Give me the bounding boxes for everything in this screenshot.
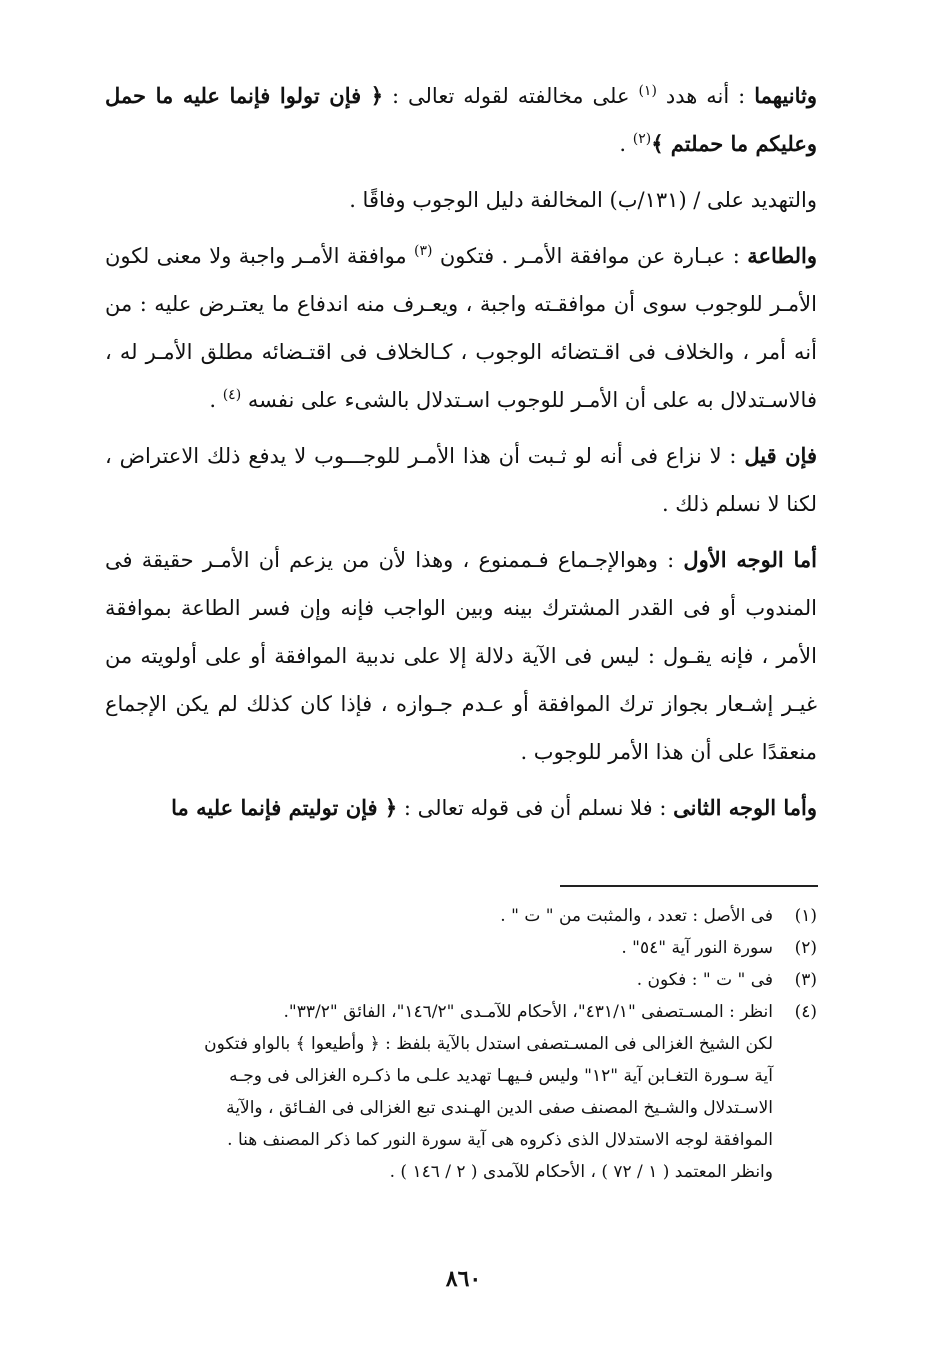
footnote-ref: (١) <box>638 83 657 99</box>
footnote-line: فى الأصل : تعدد ، والمثبت من " ت " . <box>500 906 773 926</box>
footnote-ref: (٢) <box>632 131 652 147</box>
paragraph-text: : فلا نسلم أن فى قوله تعالى : <box>397 796 674 820</box>
footnotes <box>105 900 817 1188</box>
footnote-number: (١) <box>794 906 817 926</box>
paragraph-text: والتهديد على / (١٣١/ب) المخالفة دليل الوجوب وفاقًا . <box>349 188 817 212</box>
paragraph-lead: وثانيهما <box>754 83 817 108</box>
paragraph-lead: والطاعة <box>747 243 818 268</box>
footnote-text <box>105 996 773 1188</box>
paragraph-text: : وهوالإجـماع فـممنوع ، وهذا لأن من يزعم أن الأمـر حقيقة فى المندوب أو فى القدر المشترك بينه وبين الواجب فإنه وإن فسر الطاعة بموافقة الأمر ، فإنه يقـول : ليس فى الآية دلالة إلا على ندبية الموافقة أو على أولويته من غيـر إشـعار بجواز ترك الموافقة أو عـدم جـوازه ، فإذا كان كذلك لم يكن الإجماع منعقدًا على أن هذا الأمر للوجوب . <box>105 548 817 764</box>
paragraph-4 <box>105 432 817 528</box>
footnote-ref: (٣) <box>414 243 433 259</box>
main-text <box>105 72 817 840</box>
footnote-number: (٤) <box>794 1002 817 1022</box>
paragraph-text: : عبـارة عن موافقة الأمـر . فتكون <box>432 244 748 268</box>
footnote-line: الموافقة لوجه الاستدلال الذى ذكروه هى آية سورة النور كما ذكر المصنف هنا . <box>227 1130 773 1150</box>
footnote-text <box>105 932 773 964</box>
footnote-2 <box>105 932 817 964</box>
paragraph-text: . <box>209 388 223 412</box>
footnote-3 <box>105 964 817 996</box>
footnote-line: فى " ت " : فكون . <box>636 970 773 990</box>
footnote-text <box>105 900 773 932</box>
paragraph-text: : أنه هدد <box>656 84 755 108</box>
footnote-line: آية سـورة التغـابن آية "١٢" وليس فـيهـا تهديد علـى ما ذكـره الغزالى فى وجـه <box>229 1066 773 1086</box>
paragraph-text: . <box>619 132 633 156</box>
paragraph-2 <box>105 176 817 224</box>
footnote-number: (٢) <box>794 938 817 958</box>
paragraph-1 <box>105 72 817 168</box>
paragraph-text: على مخالفته لقوله تعالى : <box>383 84 639 108</box>
footnote-line: لكن الشيخ الغزالى فى المسـتصفى استدل بالآية بلفظ : ﴿ وأطيعوا ﴾ بالواو فتكون <box>204 1034 773 1054</box>
footnote-number: (٣) <box>794 970 817 990</box>
paragraph-text: : لا نزاع فى أنه لو ثـبت أن هذا الأمـر للوجـــوب لا يدفع ذلك الاعتراض ، لكنا لا نسلم ذلك . <box>105 444 817 516</box>
paragraph-lead: وأما الوجه الثانى <box>673 795 817 820</box>
footnote-4 <box>105 996 817 1188</box>
footnote-line: وانظر المعتمد ( ١ / ٧٢ ) ، الأحكام للآمدى ( ٢ / ١٤٦ ) . <box>389 1162 773 1182</box>
paragraph-6 <box>105 784 817 832</box>
page-number: ٨٦٠ <box>445 1266 482 1292</box>
footnote-1 <box>105 900 817 932</box>
paragraph-text: موافقة الأمـر واجبة ولا معنى لكون الأمـر للوجوب سوى أن موافقـته واجبة ، ويعـرف منه اندفاع ما يعتـرض عليه : من أنه أمر ، والخلاف فى اقـتضائه الوجوب ، كـالخلاف فى اقتـضائه مطلق الأمـر له ، فالاسـتدلال به على أن الأمـر للوجوب اسـتدلال بالشىء على نفسه <box>105 244 817 412</box>
quran-verse: ﴿ فإن تولوا فإنما عليه ما حمل وعليكم ما حملتم ﴾ <box>105 83 817 156</box>
footnote-ref: (٤) <box>222 387 242 403</box>
footnote-line: الاسـتدلال والشـيخ المصنف صفى الدين الهـندى تبع الغزالى فى الفـائق ، والآية <box>226 1098 773 1118</box>
footnote-line: سورة النور آية "٥٤" . <box>621 938 773 958</box>
footnote-text <box>105 964 773 996</box>
quran-verse: ﴿ فإن توليتم فإنما عليه ما <box>171 795 398 820</box>
paragraph-lead: أما الوجه الأول <box>683 547 817 572</box>
footnote-line: انظر : المسـتصفى "٤٣١/١"، الأحكام للآمـدى "١٤٦/٢"، الفائق "٣٣/٢". <box>283 1002 773 1022</box>
paragraph-5 <box>105 536 817 776</box>
paragraph-3 <box>105 232 817 424</box>
paragraph-lead: فإن قيل <box>744 443 817 468</box>
footnote-separator <box>560 885 818 887</box>
